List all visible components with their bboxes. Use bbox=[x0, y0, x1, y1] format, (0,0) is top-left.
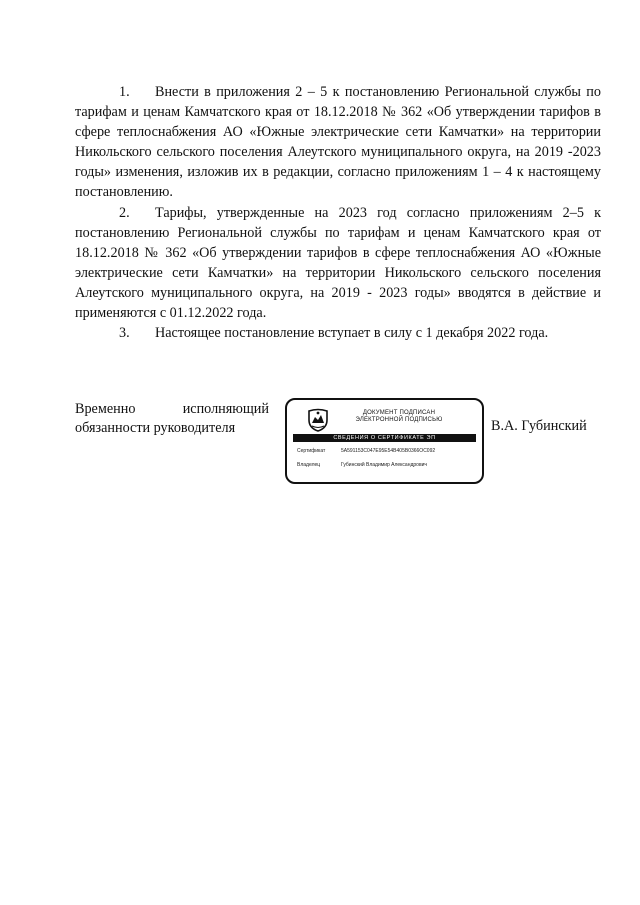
signatory-name: В.А. Губинский bbox=[491, 418, 587, 434]
signatory-position-line-2: обязанности руководителя bbox=[75, 420, 236, 436]
paragraph-number: 2. bbox=[119, 204, 130, 221]
coat-of-arms-icon bbox=[307, 408, 329, 432]
stamp-header-line-2: ЭЛЕКТРОННОЙ ПОДПИСЬЮ bbox=[355, 417, 443, 423]
paragraph-1 bbox=[75, 82, 601, 203]
electronic-signature-stamp bbox=[285, 398, 484, 484]
stamp-certificate-row bbox=[297, 448, 435, 454]
paragraph-number: 1. bbox=[119, 84, 130, 100]
paragraph-text: Тарифы, утвержденные на 2023 год согласно приложениям 2–5 к постановлению Региональной службы по тарифам и ценам Камчатского края от 18.12.2018 № 362 «Об утверждении тарифов в сфере теплоснабжения АО «Южные электрические сети Камчатки» на территории Никольского сельского поселения Алеутского муниципального округа, на 2019 - 2023 годы» вводятся в действие и применяются с 01.12.2022 года. bbox=[75, 204, 601, 322]
paragraph-3 bbox=[75, 323, 601, 343]
stamp-header-line-1: ДОКУМЕНТ ПОДПИСАН bbox=[362, 410, 436, 416]
signatory-position bbox=[75, 400, 269, 438]
stamp-owner-value: Губинский Владимир Александрович bbox=[341, 462, 428, 468]
signatory-position-line-1: Временно исполняющий bbox=[75, 401, 269, 417]
stamp-certificate-band: СВЕДЕНИЯ О СЕРТИФИКАТЕ ЭП bbox=[293, 434, 476, 442]
document-body bbox=[75, 82, 601, 343]
stamp-certificate-label: Сертификат bbox=[297, 448, 326, 454]
paragraph-text: Настоящее постановление вступает в силу с 1 декабря 2022 года. bbox=[155, 325, 549, 342]
paragraph-2 bbox=[75, 203, 601, 324]
stamp-certificate-value: 5А591153С047Е95Е54В405В0366ОС092 bbox=[341, 448, 436, 454]
stamp-owner-label: Владелец bbox=[297, 462, 321, 468]
paragraph-text: Внести в приложения 2 – 5 к постановлению Региональной службы по тарифам и ценам Камчатского края от 18.12.2018 № 362 «Об утверждении тарифов в сфере теплоснабжения АО «Южные электрические сети Камчатки» на территории Никольского сельского поселения Алеутского муниципального округа, на 2019 -2023 годы» изменения, изложив их в редакции, согласно приложениям 1 – 4 к настоящему постановлению. bbox=[75, 84, 601, 201]
stamp-owner-row bbox=[297, 462, 427, 468]
paragraph-number: 3. bbox=[119, 325, 130, 342]
stamp-header bbox=[349, 410, 449, 424]
